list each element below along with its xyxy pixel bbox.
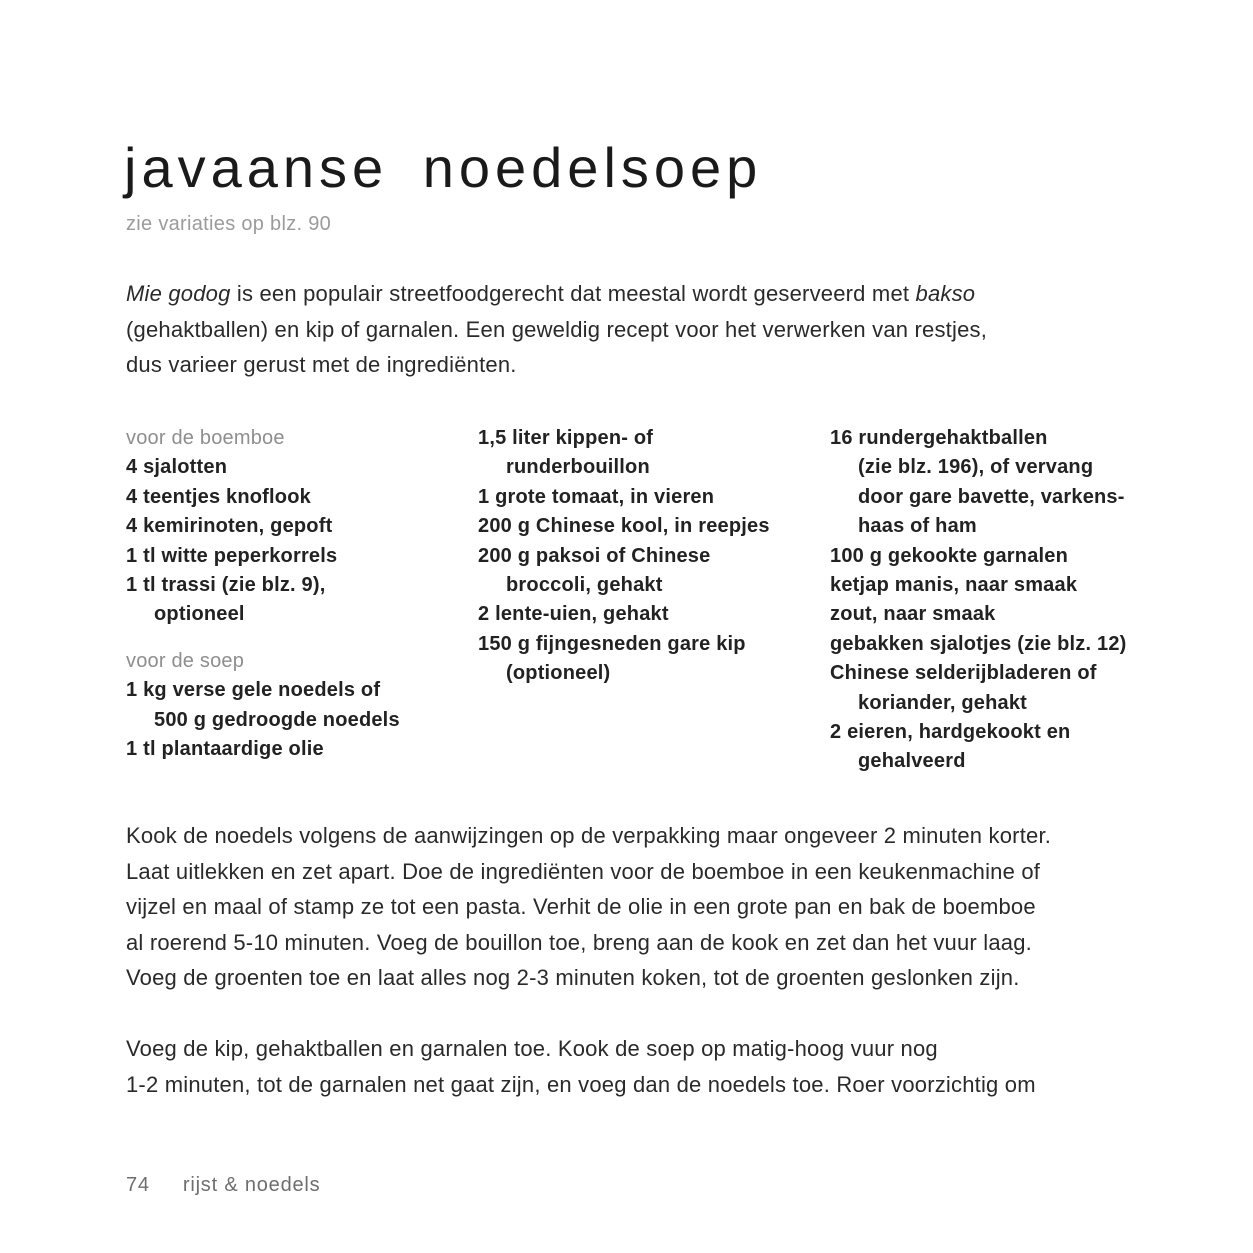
ingredients-column-2 bbox=[478, 424, 823, 689]
bakso-italic: bakso bbox=[915, 281, 976, 306]
ingredient-line: 100 g gekookte garnalen bbox=[830, 544, 1069, 567]
instruction-line: Voeg de kip, gehaktballen en garnalen toe. Kook de soep op matig-hoog vuur nog bbox=[126, 1036, 938, 1061]
ingredient-line: 200 g paksoi of Chinese bbox=[478, 544, 711, 567]
ingredient-line: broccoli, gehakt bbox=[506, 574, 663, 597]
ingredient-line: 4 teentjes knoflook bbox=[126, 485, 311, 508]
ingredient-line: haas of ham bbox=[858, 515, 977, 538]
instruction-line: vijzel en maal of stamp ze tot een pasta. Verhit de olie in een grote pan en bak de boemboe bbox=[126, 894, 1036, 919]
intro-line bbox=[126, 276, 987, 312]
ingredient-line: (optioneel) bbox=[506, 662, 611, 685]
ingredient-line: 4 kemirinoten, gepoft bbox=[126, 515, 333, 538]
ingredient-line: 1 grote tomaat, in vieren bbox=[478, 485, 715, 508]
ingredient-section-header-boemboe: voor de boemboe bbox=[126, 427, 285, 449]
ingredient-line: gehalveerd bbox=[858, 750, 966, 773]
instructions-paragraph-1 bbox=[126, 818, 1051, 996]
ingredient-line: 2 eieren, hardgekookt en bbox=[830, 721, 1071, 744]
ingredient-line: 1 tl witte peperkorrels bbox=[126, 544, 338, 567]
ingredient-line: gebakken sjalotjes (zie blz. 12) bbox=[830, 632, 1127, 655]
ingredient-line: 1 tl plantaardige olie bbox=[126, 738, 324, 761]
ingredient-line: 150 g fijngesneden gare kip bbox=[478, 632, 746, 655]
ingredient-line: door gare bavette, varkens- bbox=[858, 485, 1125, 508]
page-number: 74 bbox=[126, 1174, 150, 1196]
intro-text: is een populair streetfoodgerecht dat meestal wordt geserveerd met bbox=[230, 281, 916, 306]
instruction-line: Voeg de groenten toe en laat alles nog 2-3 minuten koken, tot de groenten geslonken zijn. bbox=[126, 965, 1020, 990]
instruction-line: Laat uitlekken en zet apart. Doe de ingrediënten voor de boemboe in een keukenmachine of bbox=[126, 858, 1041, 884]
ingredient-line: 16 rundergehaktballen bbox=[830, 427, 1048, 449]
ingredient-line: 4 sjalotten bbox=[126, 456, 228, 479]
ingredients-column-3 bbox=[830, 424, 1160, 777]
ingredient-line: 2 lente-uien, gehakt bbox=[478, 603, 669, 626]
intro-line: (gehaktballen) en kip of garnalen. Een geweldig recept voor het verwerken van restjes, bbox=[126, 316, 988, 342]
instructions-paragraph-2 bbox=[126, 1031, 1036, 1102]
ingredient-line: 1 kg verse gele noedels of bbox=[126, 679, 381, 702]
ingredient-line: ketjap manis, naar smaak bbox=[830, 574, 1078, 597]
ingredient-section-header-soep: voor de soep bbox=[126, 649, 245, 672]
ingredient-line: 1 tl trassi (zie blz. 9), bbox=[126, 574, 326, 597]
ingredient-line: runderbouillon bbox=[506, 456, 650, 479]
variations-note: zie variaties op blz. 90 bbox=[126, 213, 332, 235]
instruction-line: al roerend 5-10 minuten. Voeg de bouillon toe, breng aan de kook en zet dan het vuur laag. bbox=[126, 929, 1032, 955]
ingredient-line: (zie blz. 196), of vervang bbox=[858, 456, 1094, 479]
chapter-title: rijst & noedels bbox=[182, 1174, 321, 1196]
ingredient-line: koriander, gehakt bbox=[858, 691, 1028, 714]
ingredient-line: zout, naar smaak bbox=[830, 603, 996, 626]
page-footer bbox=[126, 1174, 320, 1197]
ingredients-column-1 bbox=[126, 424, 471, 764]
ingredient-line: 1,5 liter kippen- of bbox=[478, 427, 654, 449]
ingredient-line: 200 g Chinese kool, in reepjes bbox=[478, 515, 770, 538]
intro-line: dus varieer gerust met de ingrediënten. bbox=[126, 352, 517, 377]
instruction-line: Kook de noedels volgens de aanwijzingen op de verpakking maar ongeveer 2 minuten korter. bbox=[126, 823, 1052, 848]
ingredient-line: optioneel bbox=[154, 603, 245, 626]
ingredient-line: 500 g gedroogde noedels bbox=[154, 708, 400, 731]
page-title: javaanse noedelsoep bbox=[124, 135, 763, 199]
intro-paragraph bbox=[126, 276, 987, 383]
ingredient-line: Chinese selderijbladeren of bbox=[830, 662, 1097, 685]
instruction-line: 1-2 minuten, tot de garnalen net gaat zijn, en voeg dan de noedels toe. Roer voorzichtig om bbox=[126, 1071, 1036, 1097]
dish-name-italic: Mie godog bbox=[126, 281, 231, 306]
